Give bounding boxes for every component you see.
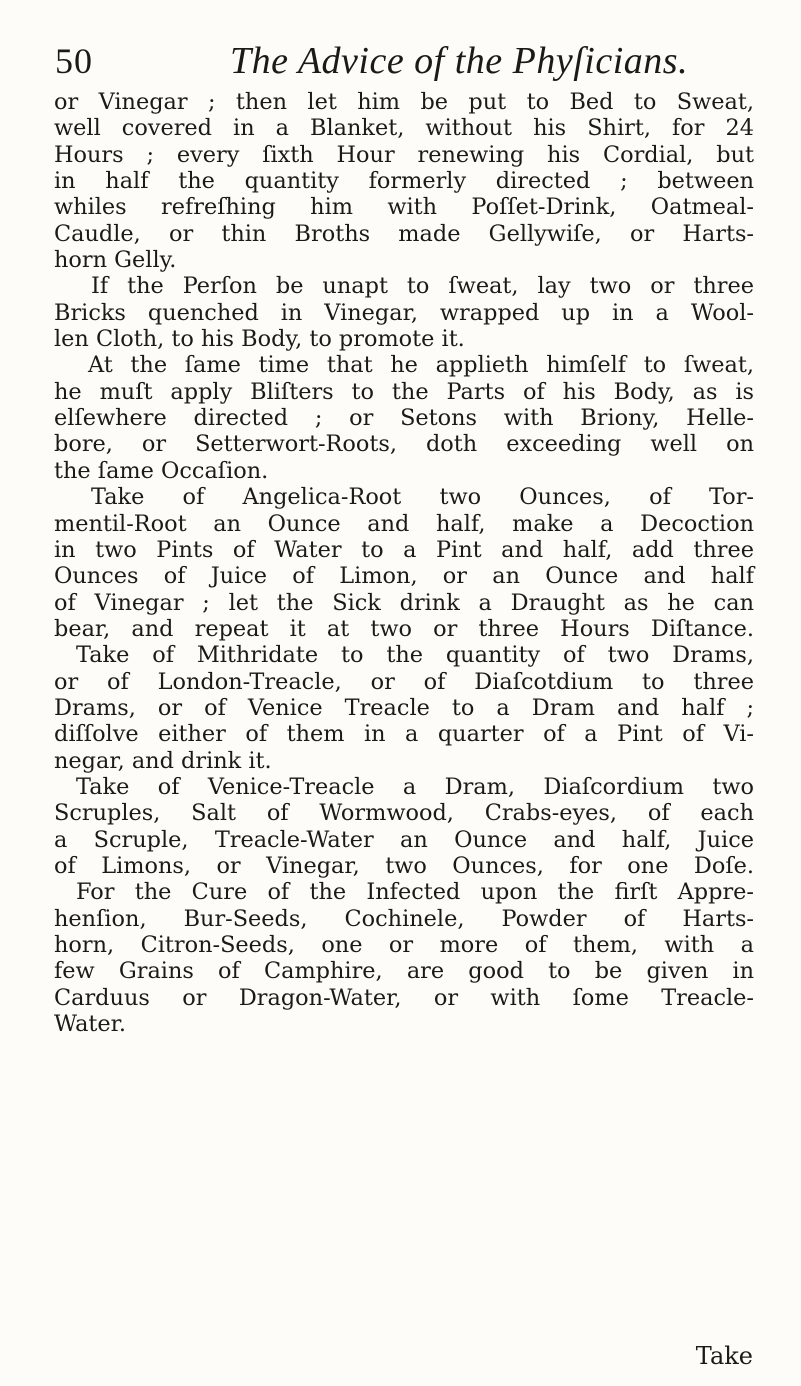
text-line: or Vinegar ; then let him be put to Bed to Sweat, xyxy=(54,89,754,115)
text-line: bore, or Setterwort-Roots, doth exceeding well on xyxy=(54,431,754,458)
text-line: Drams, or of Venice Treacle to a Dram and half ; xyxy=(54,694,754,721)
text-line: Ounces of Juice of Limon, or an Ounce and half xyxy=(54,563,754,590)
running-title: The Advice of the Phyſicians. xyxy=(230,40,689,82)
text-line: At the ſame time that he applieth himſelf to ſweat, xyxy=(88,352,754,379)
text-line: Caudle, or thin Broths made Gellywiſe, or Harts- xyxy=(54,220,754,247)
text-line: elſewhere directed ; or Setons with Briony, Helle- xyxy=(54,405,754,432)
text-line: Water. xyxy=(54,1011,127,1038)
text-line: Take of Mithridate to the quantity of two Drams, xyxy=(76,642,754,669)
text-line: Take of Angelica-Root two Ounces, of Tor- xyxy=(91,484,754,511)
page-header xyxy=(55,36,755,86)
text-line: or of London-Treacle, or of Diaſcotdium to three xyxy=(54,668,754,695)
text-line: henſion, Bur-Seeds, Cochinele, Powder of Harts- xyxy=(54,905,754,932)
text-line: bear, and repeat it at two or three Hours Diſtance. xyxy=(54,615,754,642)
text-line: Hours ; every ſixth Hour renewing his Cordial, but xyxy=(54,141,754,168)
text-line: horn Gelly. xyxy=(54,247,177,274)
text-line: the ſame Occaſion. xyxy=(54,457,269,484)
text-line: Bricks quenched in Vinegar, wrapped up in a Wool- xyxy=(54,299,754,326)
text-line: of Limons, or Vinegar, two Ounces, for one Doſe. xyxy=(54,852,754,879)
body-text xyxy=(54,89,754,1037)
text-line: mentil-Root an Ounce and half, make a Decoction xyxy=(54,510,754,537)
text-line: in half the quantity formerly directed ; between xyxy=(54,168,754,195)
text-line: he muſt apply Bliſters to the Parts of his Body, as is xyxy=(54,378,754,405)
page-number: 50 xyxy=(55,41,93,81)
text-line: well covered in a Blanket, without his Shirt, for 24 xyxy=(54,115,754,142)
text-line: in two Pints of Water to a Pint and half, add three xyxy=(54,536,754,563)
text-line: Scruples, Salt of Wormwood, Crabs-eyes, of each xyxy=(54,800,754,827)
text-line: of Vinegar ; let the Sick drink a Draught as he can xyxy=(54,589,754,616)
text-line: If the Perſon be unapt to ſweat, lay two or three xyxy=(91,273,754,300)
text-line: whiles refreſhing him with Poſſet-Drink, Oatmeal- xyxy=(54,194,754,221)
text-line: a Scruple, Treacle-Water an Ounce and half, Juice xyxy=(54,826,754,853)
text-line: len Cloth, to his Body, to promote it. xyxy=(54,326,465,353)
text-line: Take of Venice-Treacle a Dram, Diaſcordium two xyxy=(76,773,754,800)
text-line: For the Cure of the Infected upon the firſt Appre- xyxy=(76,879,754,906)
text-line: horn, Citron-Seeds, one or more of them, with a xyxy=(54,932,754,958)
text-line: diſſolve either of them in a quarter of a Pint of Vi- xyxy=(54,721,754,748)
catchword: Take xyxy=(695,1342,753,1370)
text-line: negar, and drink it. xyxy=(54,747,272,774)
text-line: few Grains of Camphire, are good to be given in xyxy=(54,958,754,985)
text-line: Carduus or Dragon-Water, or with ſome Treacle- xyxy=(54,984,754,1011)
